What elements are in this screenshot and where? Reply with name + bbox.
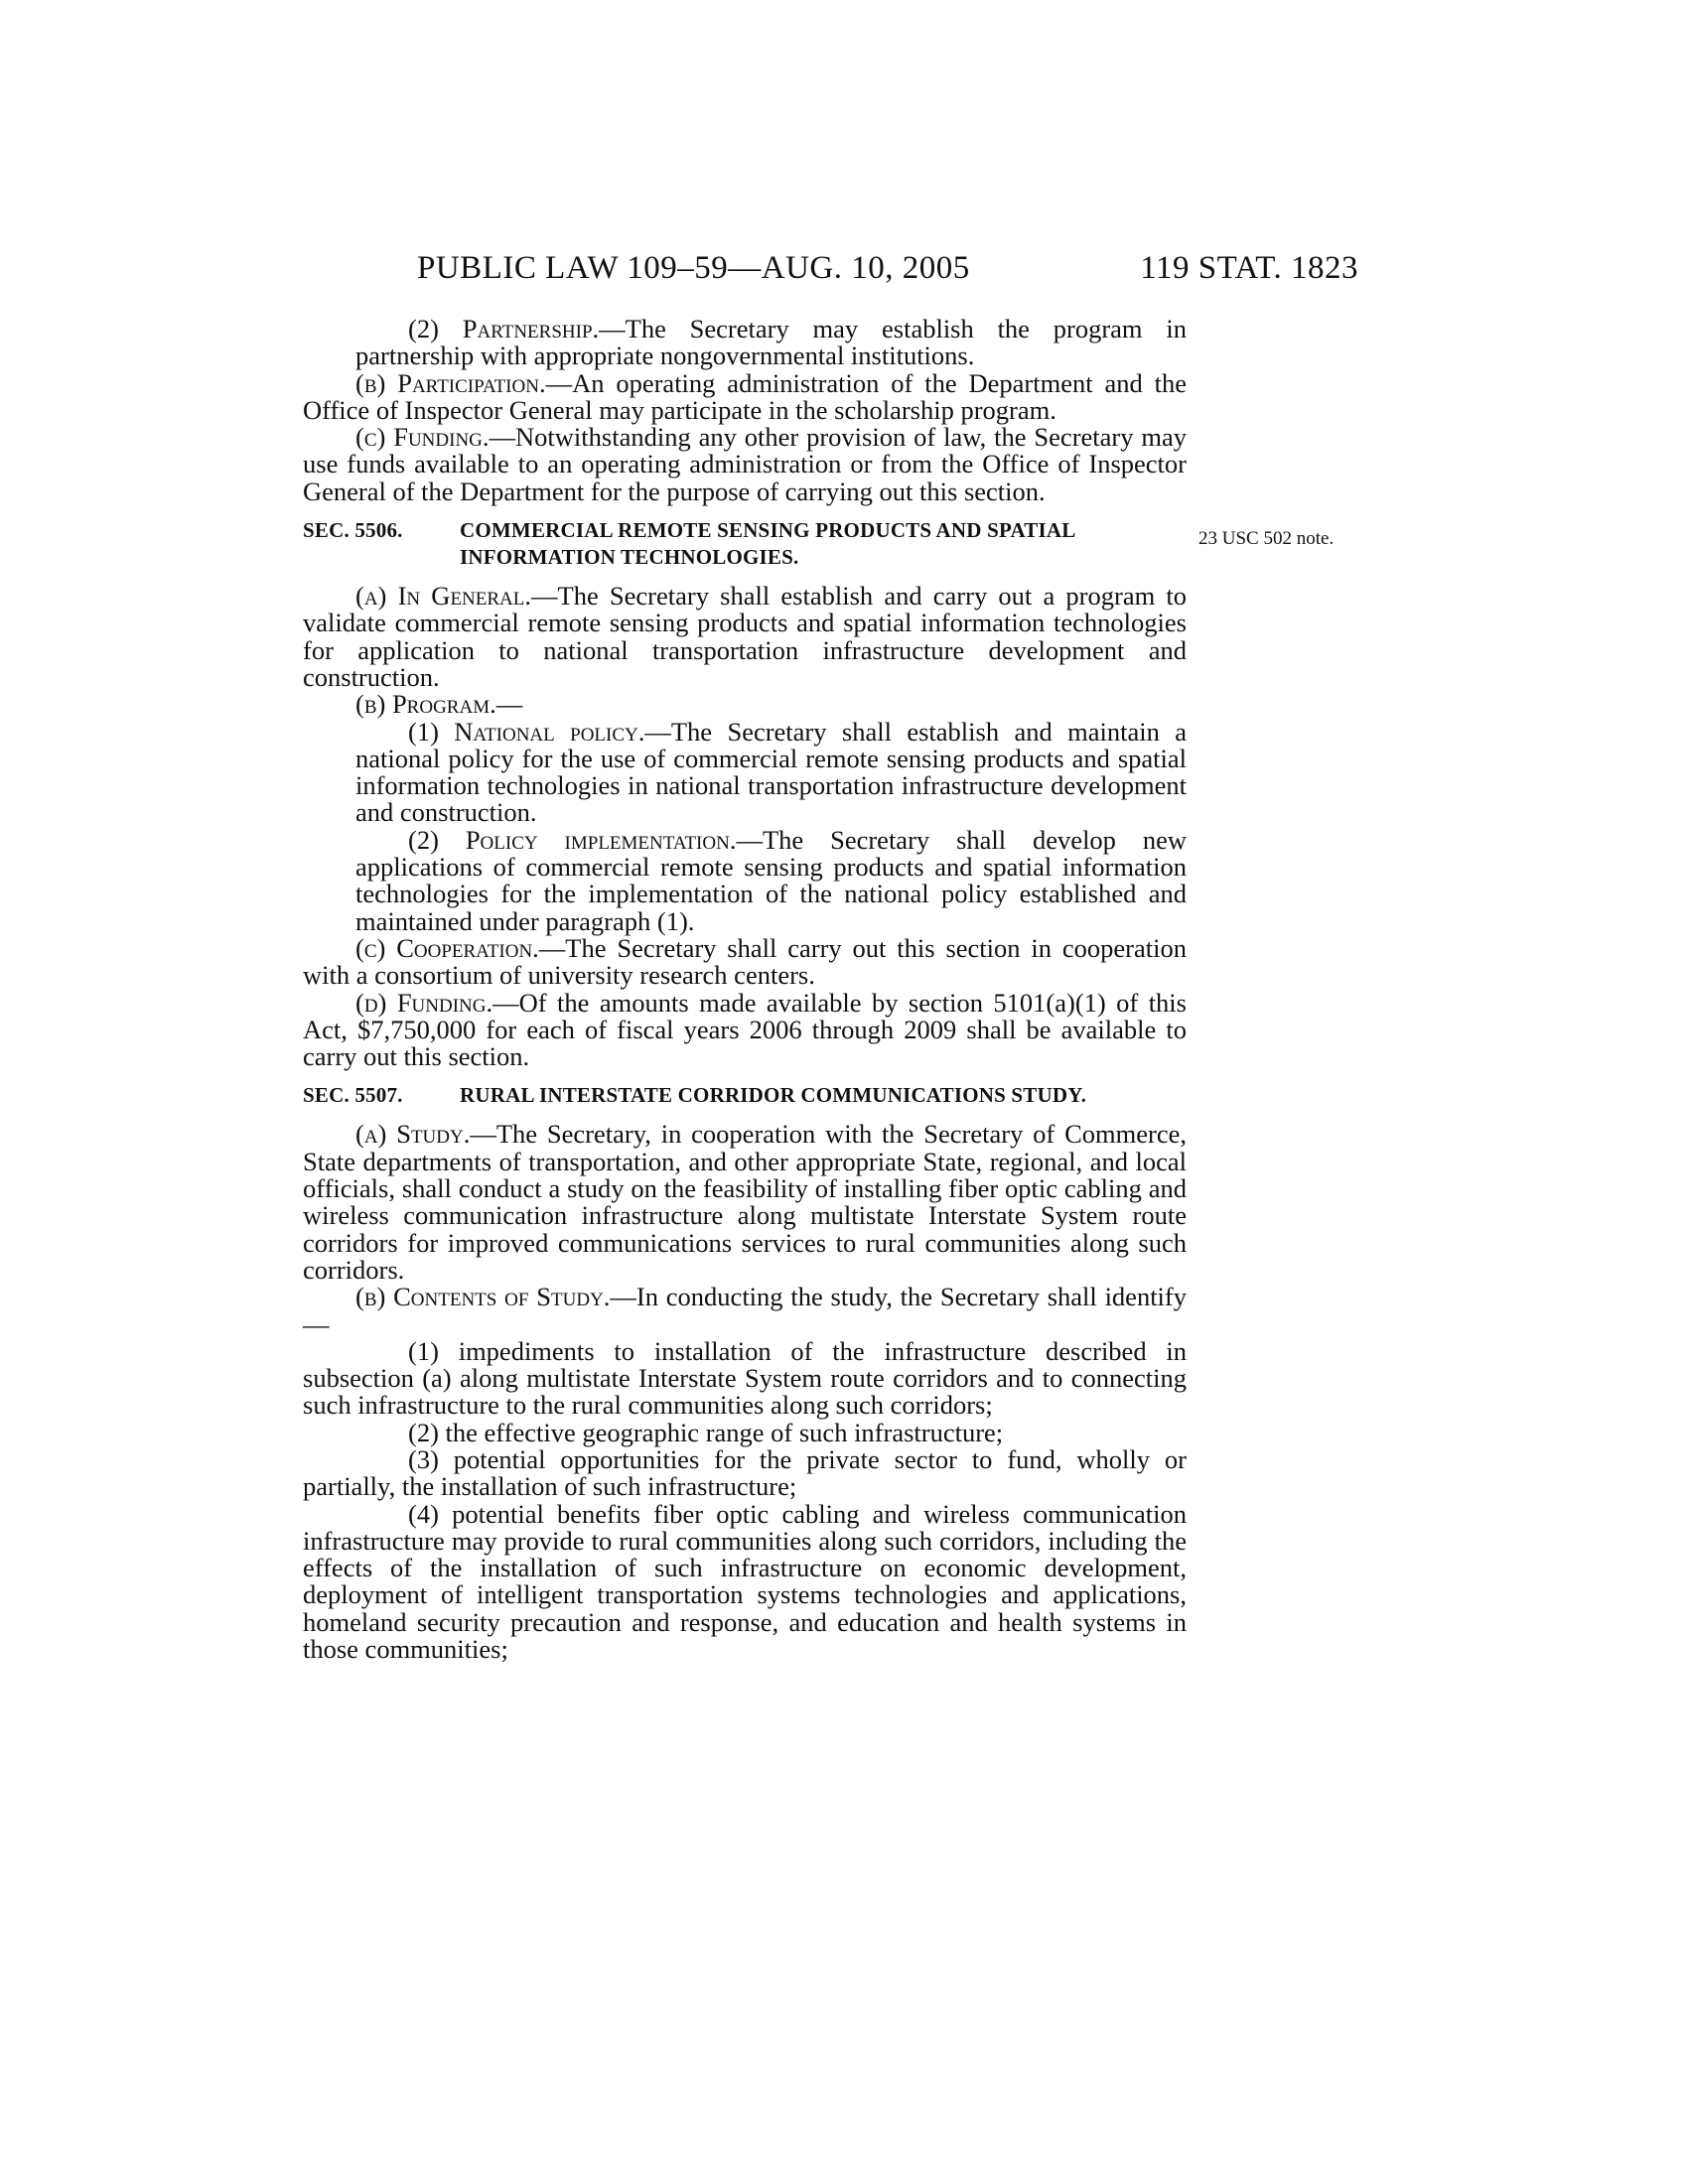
paragraph-text: —An operating administration of the Department and the Office of Inspector General may participate in the scholarship program. [303,367,1187,425]
paragraph-participation [303,367,1187,425]
list-item-1: (1) impediments to installation of the infrastructure described in subsection (a) along multistate Interstate System route corridors and to connecting such infrastructure to the rural communities along such corridors; [303,1335,1187,1421]
heading-label: (a) In General. [355,581,532,612]
section-number: SEC. 5507. [303,1083,403,1108]
heading-label: (b) Participation. [355,367,546,398]
heading-label: (2) Policy implementation. [408,824,737,855]
paragraph-text: —Of the amounts made available by section 5101(a)(1) of this Act, $7,750,000 for each of fiscal years 2006 through 2009 shall be available to carry out this section. [303,987,1187,1072]
paragraph-text: —The Secretary shall establish and carry out a program to validate commercial remote sensing products and spatial information technologies for application to national transportation infrastructure development and construction. [303,581,1187,692]
paragraph-text: —Notwithstanding any other provision of law, the Secretary may use funds available to an operating administration or from the Office of Inspector General of the Department for the purpose of carrying out this section. [303,422,1187,506]
paragraph-study [303,1121,1187,1284]
section-number: SEC. 5506. [303,518,403,543]
paragraph-text: — [495,689,523,720]
paragraph-text: —In conducting the study, the Secretary shall identify— [303,1282,1187,1339]
paragraph-text: —The Secretary may establish the program in partnership with appropriate nongovernmental institutions. [355,314,1187,371]
section-heading-5506 [303,517,1335,571]
heading-label: (b) Program. [355,689,496,720]
paragraph-partnership [355,316,1187,370]
list-item-2: (2) the effective geographic range of such infrastructure; [408,1417,1004,1447]
heading-label: (c) Funding. [355,422,490,453]
paragraph-text: —The Secretary shall carry out this section in cooperation with a consortium of university research centers. [303,932,1187,991]
page-header [417,250,1358,290]
paragraph-text: —The Secretary, in cooperation with the Secretary of Commerce, State departments of transportation, and other appropriate State, regional, and local officials, shall conduct a study on the feasibility of installing fiber optic cabling and wireless communication infrastructure along multistate Interstate System route corridors for improved communications services to rural communities along such corridors. [303,1119,1187,1285]
paragraph-text: —The Secretary shall develop new applications of commercial remote sensing products and spatial information technologies for the implementation of the national policy established and maintained under paragraph (1). [355,824,1187,936]
paragraph-in-general [303,583,1187,691]
paragraph-program [303,691,1187,718]
heading-label: (1) National policy. [408,716,645,747]
margin-note: 23 USC 502 note. [1198,528,1335,550]
paragraph-national-policy [355,716,1187,828]
list-item-3: (3) potential opportunities for the private sector to fund, wholly or partially, the installation of such infrastructure; [303,1443,1187,1502]
heading-label: (c) Cooperation. [355,932,539,963]
heading-label: (d) Funding. [355,987,493,1018]
paragraph-text: —The Secretary shall establish and maintain a national policy for the use of commercial remote sensing products and spatial information technologies in national transportation infrastructure development and construction. [355,716,1187,828]
section-title: RURAL INTERSTATE CORRIDOR COMMUNICATIONS STUDY. [460,1083,1087,1108]
paragraph-funding-d [303,987,1187,1072]
paragraph-cooperation [303,932,1187,991]
running-title: PUBLIC LAW 109–59—AUG. 10, 2005 [417,250,970,286]
heading-label: (2) Partnership. [408,314,600,343]
stat-reference: 119 STAT. 1823 [1140,250,1358,286]
section-title-line2: INFORMATION TECHNOLOGIES. [460,545,799,570]
paragraph-policy-implementation [355,824,1187,936]
list-item-4: (4) potential benefits fiber optic cabling and wireless communication infrastructure may provide to rural communities along such corridors, including the effects of the installation of such infrastructure on economic development, deployment of intelligent transportation systems technologies and applications, homeland security precaution and response, and education and health systems in those communities; [303,1498,1187,1665]
heading-label: (b) Contents of Study. [355,1282,611,1312]
paragraph-funding-c [303,424,1187,505]
page-body [303,314,1335,1665]
section-title-line1: COMMERCIAL REMOTE SENSING PRODUCTS AND SPATIAL [460,518,1076,543]
heading-label: (a) Study. [355,1119,471,1150]
paragraph-contents-of-study [303,1284,1187,1338]
section-heading-5507 [303,1082,1187,1109]
